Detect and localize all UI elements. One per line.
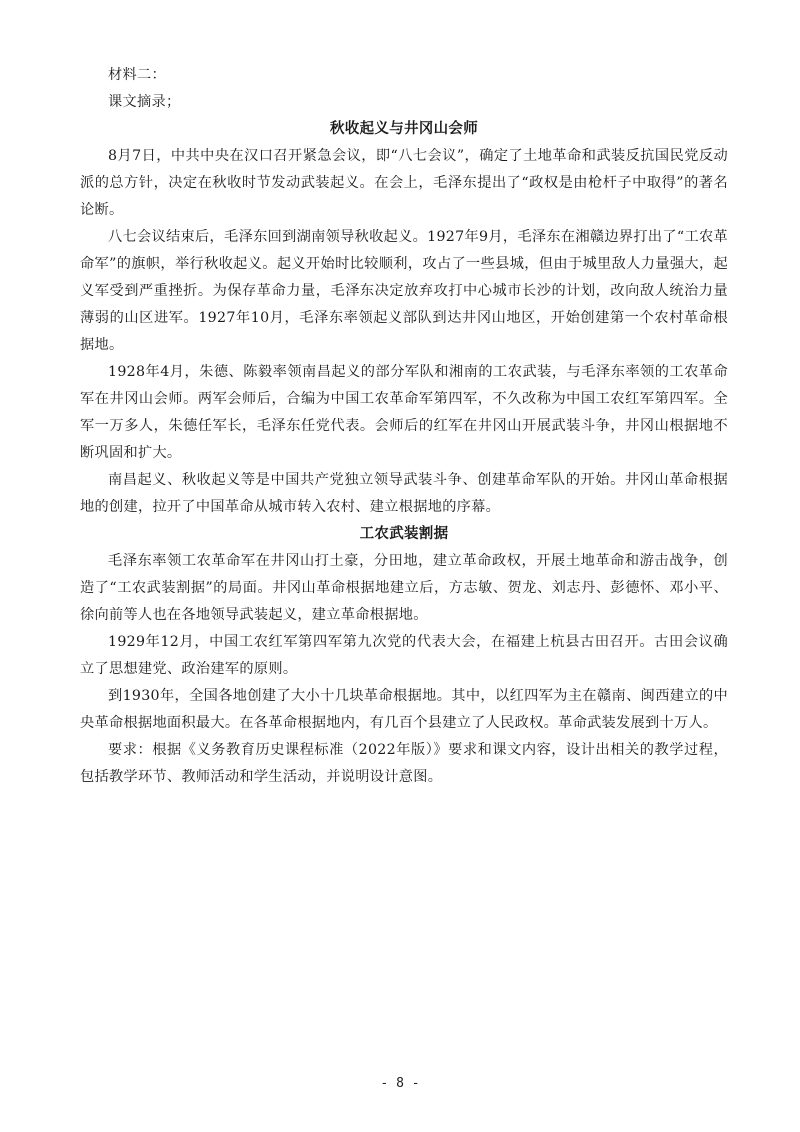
paragraph: 8月7日，中共中央在汉口召开紧急会议，即“八七会议”，确定了土地革命和武装反抗国民党反动派的总方针，决定在秋收时节发动武装起义。在会上，毛泽东提出了“政权是由枪杆子中取得”的著名论断。 [80, 148, 728, 218]
requirement-text: 要求：根据《义务教育历史课程标准（2022年版）》要求和课文内容，设计出相关的教学过程，包括教学环节、教师活动和学生活动，并说明设计意图。 [80, 742, 728, 785]
paragraph: 毛泽东率领工农革命军在井冈山打土豪，分田地，建立革命政权，开展土地革命和游击战争，创造了“工农武装割据”的局面。井冈山革命根据地建立后，方志敏、贺龙、刘志丹、彭德怀、邓小平、徐向前等人也在各地领导武装起义，建立革命根据地。 [80, 553, 728, 623]
paragraph: 1929年12月，中国工农红军第四军第九次党的代表大会，在福建上杭县古田召开。古田会议确立了思想建党、政治建军的原则。 [80, 634, 728, 677]
page-number: - 8 - [380, 1076, 420, 1091]
excerpt-label: 课文摘录； [108, 94, 181, 110]
paragraph: 到1930年，全国各地创建了大小十几块革命根据地。其中，以红四军为主在赣南、闽西建立的中央革命根据地面积最大。在各革命根据地内，有几百个县建立了人民政权。革命武装发展到十万人。 [80, 688, 728, 731]
paragraph: 1928年4月，朱德、陈毅率领南昌起义的部分军队和湘南的工农武装，与毛泽东率领的工农革命军在井冈山会师。两军会师后，合编为中国工农革命军第四军，不久改称为中国工农红军第四军。全军一万多人，朱德任军长，毛泽东任党代表。会师后的红军在井冈山开展武装斗争，井冈山根据地不断巩固和扩大。 [80, 364, 728, 461]
section-title-autumn-harvest: 秋收起义与井冈山会师 [330, 121, 478, 137]
material-label: 材料二： [108, 67, 166, 83]
document-body [80, 62, 728, 791]
section-title-armed-separatism: 工农武装割据 [359, 526, 449, 542]
paragraph: 南昌起义、秋收起义等是中国共产党独立领导武装斗争、创建革命军队的开始。井冈山革命根据地的创建，拉开了中国革命从城市转入农村、建立根据地的序幕。 [80, 472, 728, 515]
paragraph: 八七会议结束后，毛泽东回到湖南领导秋收起义。1927年9月，毛泽东在湘赣边界打出了“工农革命军”的旗帜，举行秋收起义。起义开始时比较顺利，攻占了一些县城，但由于城里敌人力量强大，起义军受到严重挫折。为保存革命力量，毛泽东决定放弃攻打中心城市长沙的计划，改向敌人统治力量薄弱的山区进军。1927年10月，毛泽东率领起义部队到达井冈山地区，开始创建第一个农村革命根据地。 [80, 229, 728, 353]
